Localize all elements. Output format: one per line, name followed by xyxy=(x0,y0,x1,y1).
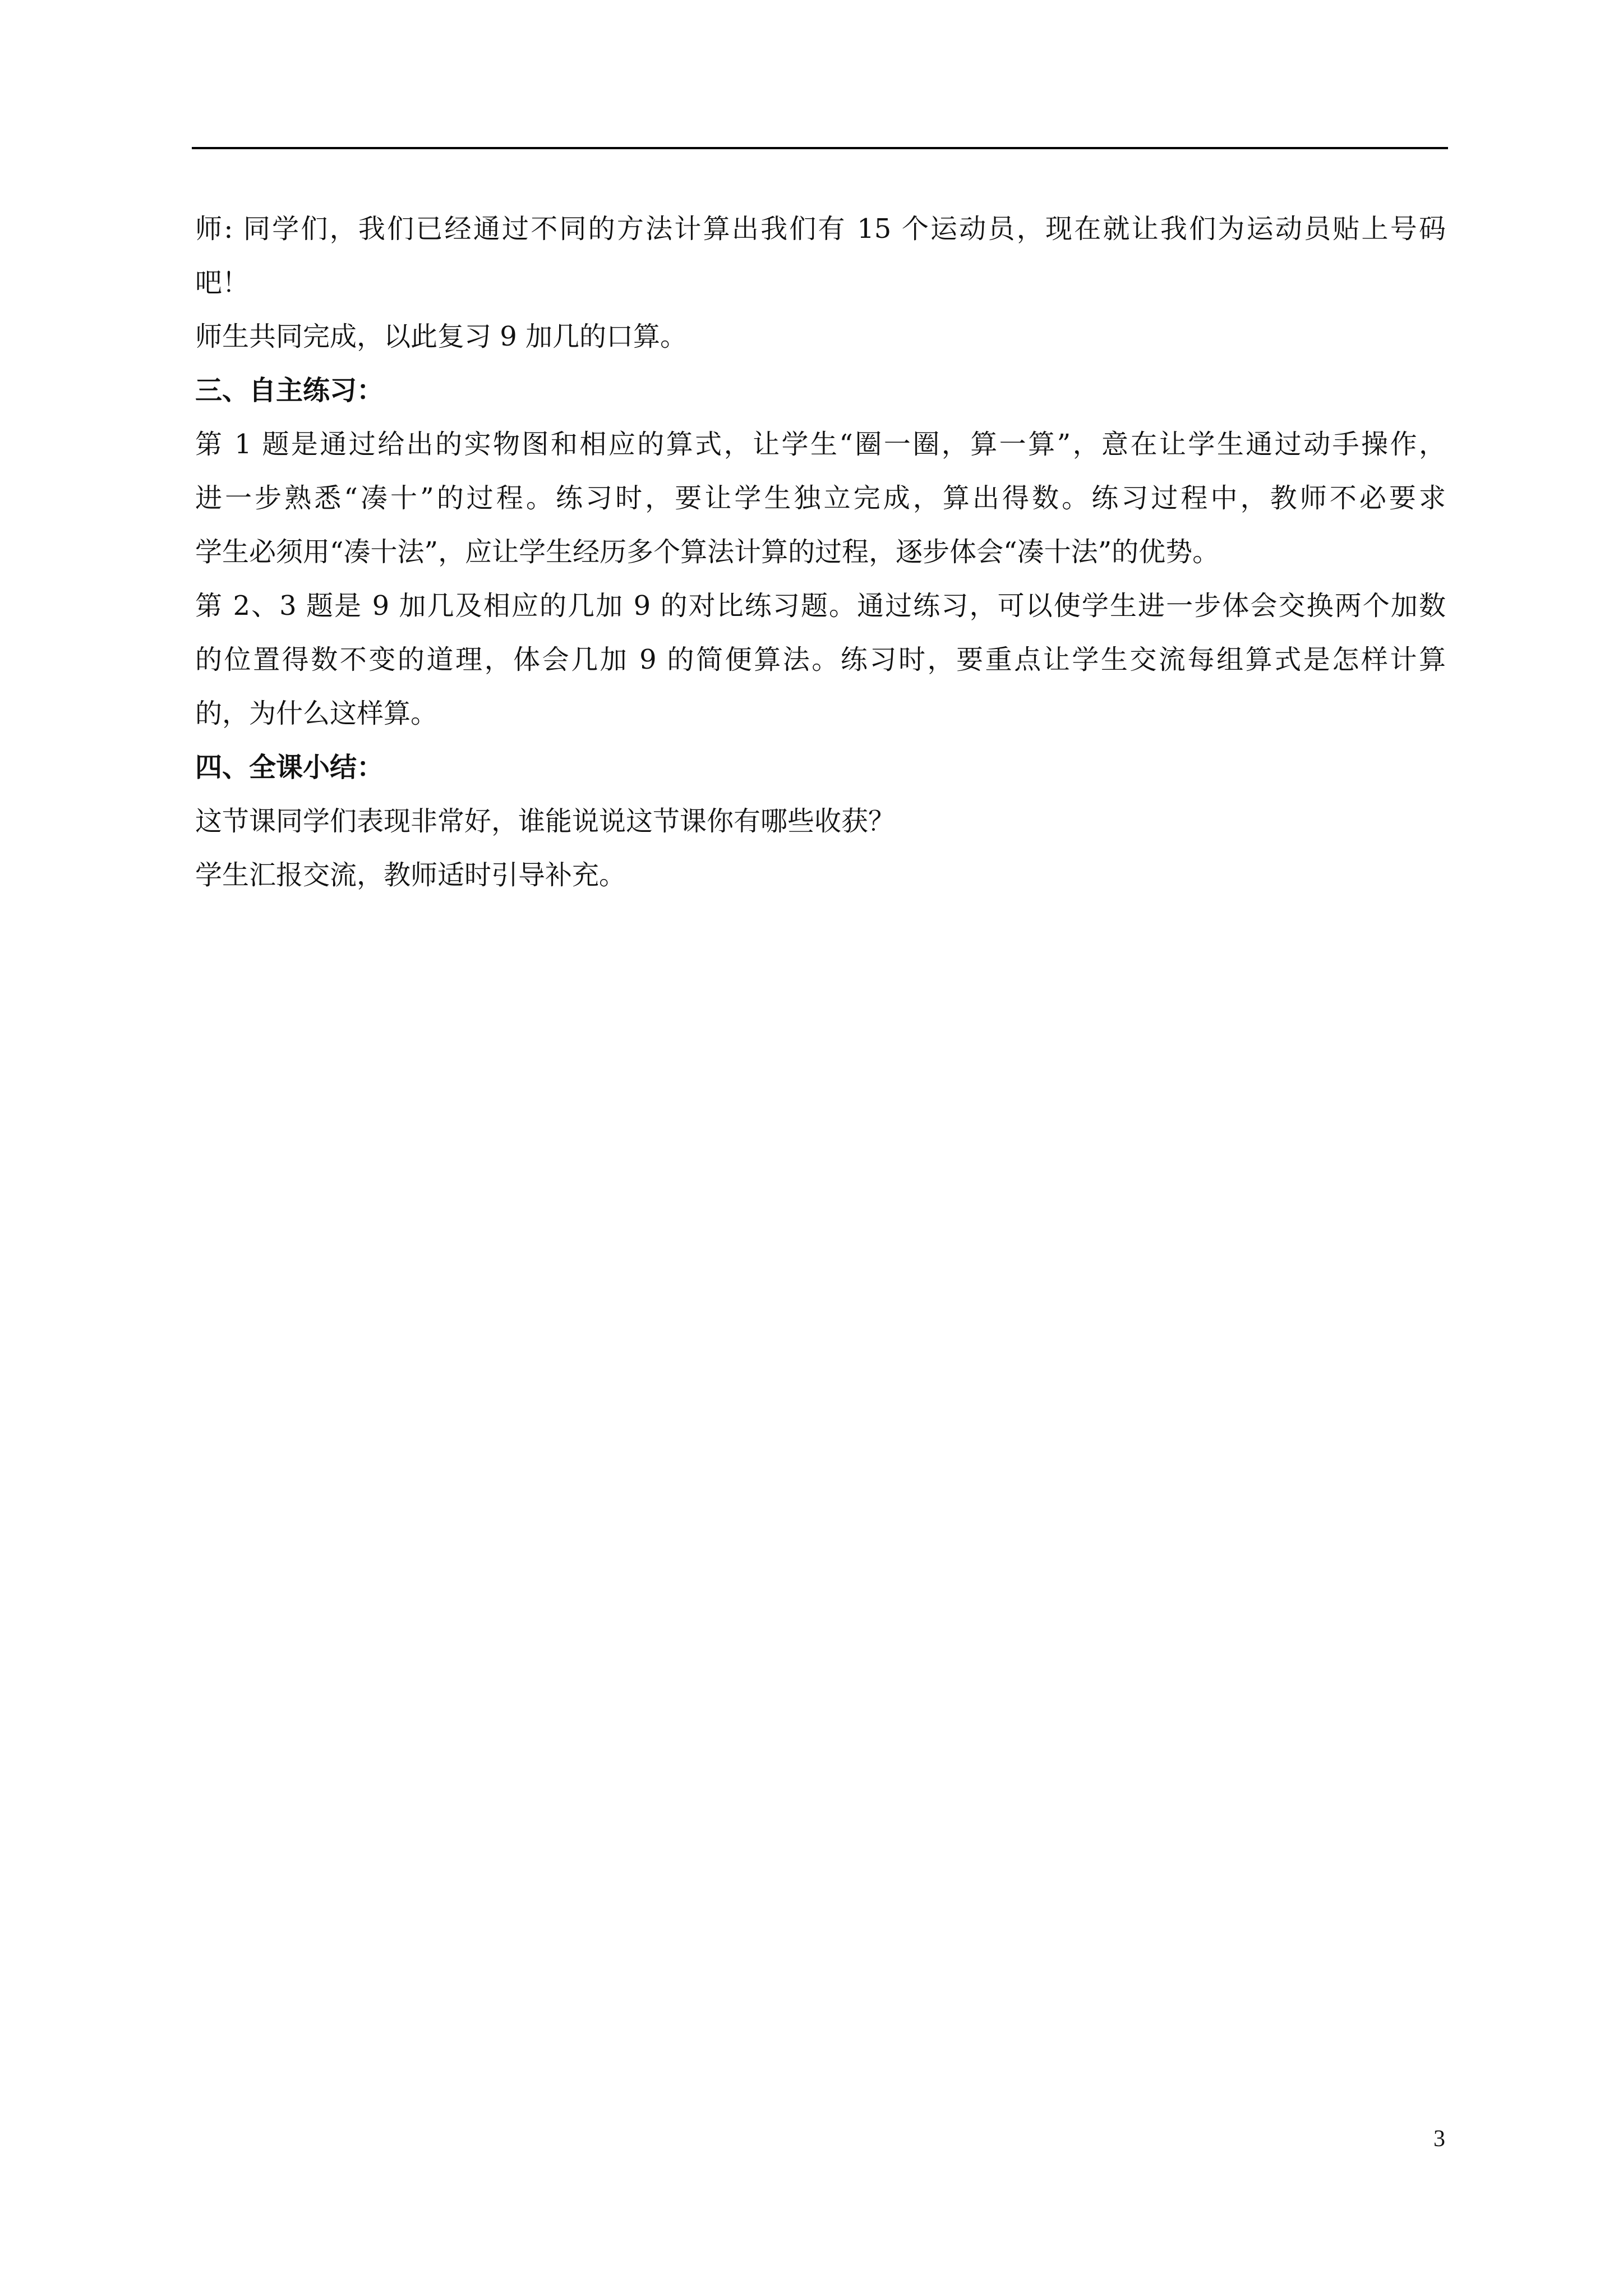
paragraph-exercise-2-line-1: 第 2、3 题是 9 加几及相应的几加 9 的对比练习题。通过练习，可以使学生进一步体会交换两个加数 xyxy=(195,590,1446,622)
paragraph-exercise-1-line-1: 第 1 题是通过给出的实物图和相应的算式，让学生“圈一圈，算一算”，意在让学生通过动手操作， xyxy=(195,429,1446,460)
paragraph-exercise-1-line-2: 进一步熟悉“凑十”的过程。练习时，要让学生独立完成，算出得数。练习过程中，教师不必要求 xyxy=(195,482,1446,514)
paragraph-review: 师生共同完成，以此复习 9 加几的口算。 xyxy=(195,321,688,352)
paragraph-exercise-1-line-3: 学生必须用“凑十法”，应让学生经历多个算法计算的过程，逐步体会“凑十法”的优势。 xyxy=(195,536,1220,568)
header-rule xyxy=(192,147,1448,149)
paragraph-teacher-line: 师: 同学们，我们已经通过不同的方法计算出我们有 15 个运动员，现在就让我们为运动员贴上号码 xyxy=(195,213,1446,245)
section-heading-summary: 四、全课小结： xyxy=(195,752,384,783)
paragraph-exercise-2-line-3: 的，为什么这样算。 xyxy=(195,698,438,729)
page-number: 3 xyxy=(1433,2126,1445,2152)
paragraph-teacher-line-end: 吧！ xyxy=(195,267,250,298)
section-heading-practice: 三、自主练习： xyxy=(195,375,384,406)
paragraph-summary-report: 学生汇报交流，教师适时引导补充。 xyxy=(195,859,626,891)
paragraph-exercise-2-line-2: 的位置得数不变的道理，体会几加 9 的简便算法。练习时，要重点让学生交流每组算式是怎样计算 xyxy=(195,644,1446,675)
paragraph-summary-question: 这节课同学们表现非常好，谁能说说这节课你有哪些收获？ xyxy=(195,806,896,837)
document-body xyxy=(195,202,1446,902)
